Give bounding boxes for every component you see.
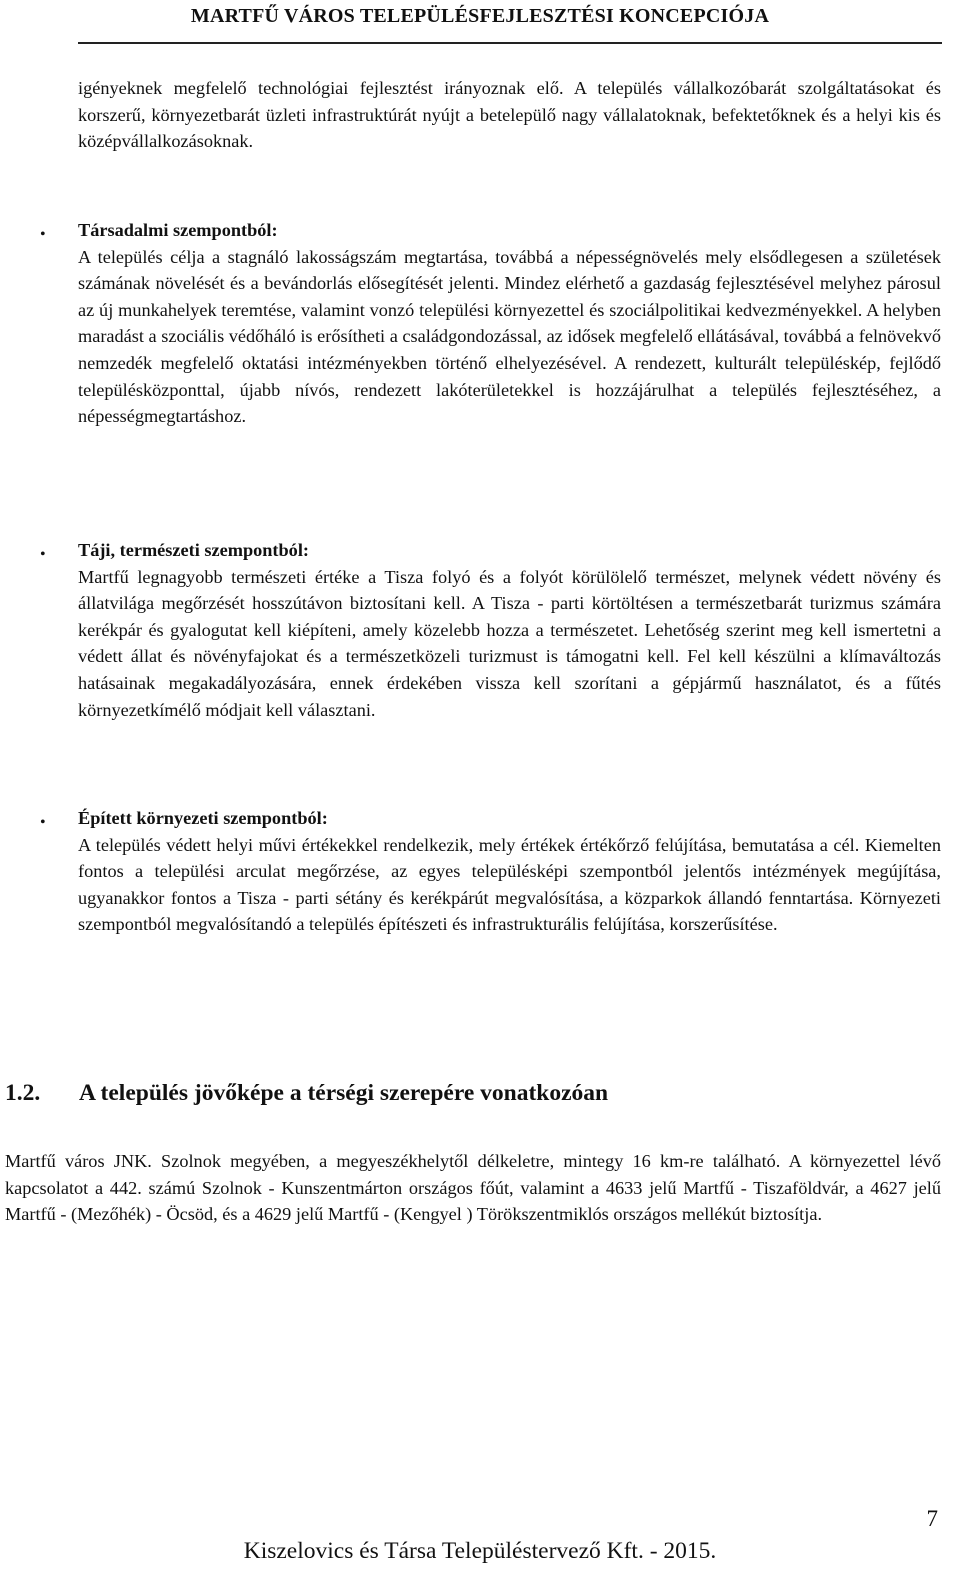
section-heading bbox=[5, 1080, 608, 1107]
intro-paragraph: igényeknek megfelelő technológiai fejlesztést irányoznak elő. A település vállalkozóbarát szolgáltatásokat és korszerű, környezetbarát üzleti infrastruktúrát nyújt a betelepülő nagy vállalatoknak, befektetőknek és a helyi kis és középvállalkozásoknak. bbox=[78, 78, 941, 152]
bullet-symbol: • bbox=[40, 814, 46, 831]
bullet-social-text: A település célja a stagnáló lakosságszám megtartása, továbbá a népességnövelés mely elsődlegesen a születések számának növelését és a bevándorlás elősegítését jelenti. Mindez elérhető a gazdaság fejlesztésével melyhez párosul az új munkahelyek teremtése, valamint vonzó települési környezettel és szociálpolitikai kedvezményekkel. A helyben maradást a szociális védőháló is erősítheti a családgondozással, az idősek megfelelő ellátásával, továbbá a felnövekvő nemzedék megfelelő oktatási intézményekben történő elhelyezésével. A rendezett, kulturált településkép, fejlődő településközponttal, újabb nívós, rendezett lakóterületekkel is hozzájárulhat a település fejlesztéséhez, a népességmegtartáshoz. bbox=[78, 246, 941, 427]
page-number: 7 bbox=[926, 1506, 938, 1531]
bullet-symbol: • bbox=[40, 546, 46, 563]
document-header: MARTFŰ VÁROS TELEPÜLÉSFEJLESZTÉSI KONCEPCIÓJA bbox=[190, 5, 770, 27]
bullet-landscape bbox=[78, 537, 941, 723]
bullet-built-text: A település védett helyi művi értékekkel rendelkezik, mely értékek értékőrző felújítása, bemutatása a cél. Kiemelten fontos a települési arculat megőrzése, az egyes településképi szempontból jelentős intézmények megújítása, ugyanakkor fontos a Tisza - parti sétány és kerékpárút megvalósítása, a közparkok állandó fenntartása. Környezeti szempontból megvalósítandó a település építészeti és infrastrukturális felújítása, korszerűsítése. bbox=[78, 834, 941, 935]
bullet-built-title: Épített környezeti szempontból: bbox=[78, 808, 328, 828]
bullet-built bbox=[78, 805, 941, 938]
document-footer: Kiszelovics és Társa Településtervező Kft. - 2015. bbox=[243, 1538, 717, 1564]
header-rule bbox=[78, 42, 942, 44]
section-title: A település jövőképe a térségi szerepére vonatkozóan bbox=[79, 1080, 609, 1106]
section-number: 1.2. bbox=[5, 1080, 41, 1106]
bullet-symbol: • bbox=[40, 226, 46, 243]
bullet-social-title: Társadalmi szempontból: bbox=[78, 220, 278, 240]
bullet-social bbox=[78, 217, 941, 430]
bullet-landscape-text: Martfű legnagyobb természeti értéke a Tisza folyó és a folyót körülölelő természet, melynek védett növény és állatvilága megőrzését hosszútávon biztosítani kell. A Tisza - parti körtöltésen a természetbarát turizmus számára kerékpár és gyalogutat kell kiépíteni, amely közelebb hozza a természetet. Lehetőség szerint meg kell ismertetni a védett állat és növényfajokat és a természetközeli turizmust is támogatni kell. Fel kell készülni a klímaváltozás hatásainak megakadályozására, ennek érdekében vissza kell szorítani a gépjármű használatot, és a fűtés környezetkímélő módjait kell választani. bbox=[78, 566, 941, 720]
section-paragraph: Martfű város JNK. Szolnok megyében, a megyeszékhelytől délkeletre, mintegy 16 km-re található. A környezettel lévő kapcsolatot a 442. számú Szolnok - Kunszentmárton országos főút, valamint a 4633 jelű Martfű - Tiszaföldvár, a 4627 jelű Martfű - (Mezőhék) - Öcsöd, és a 4629 jelű Martfű - (Kengyel ) Törökszentmiklós országos mellékút biztosítja. bbox=[5, 1151, 941, 1225]
bullet-landscape-title: Táji, természeti szempontból: bbox=[78, 540, 309, 560]
